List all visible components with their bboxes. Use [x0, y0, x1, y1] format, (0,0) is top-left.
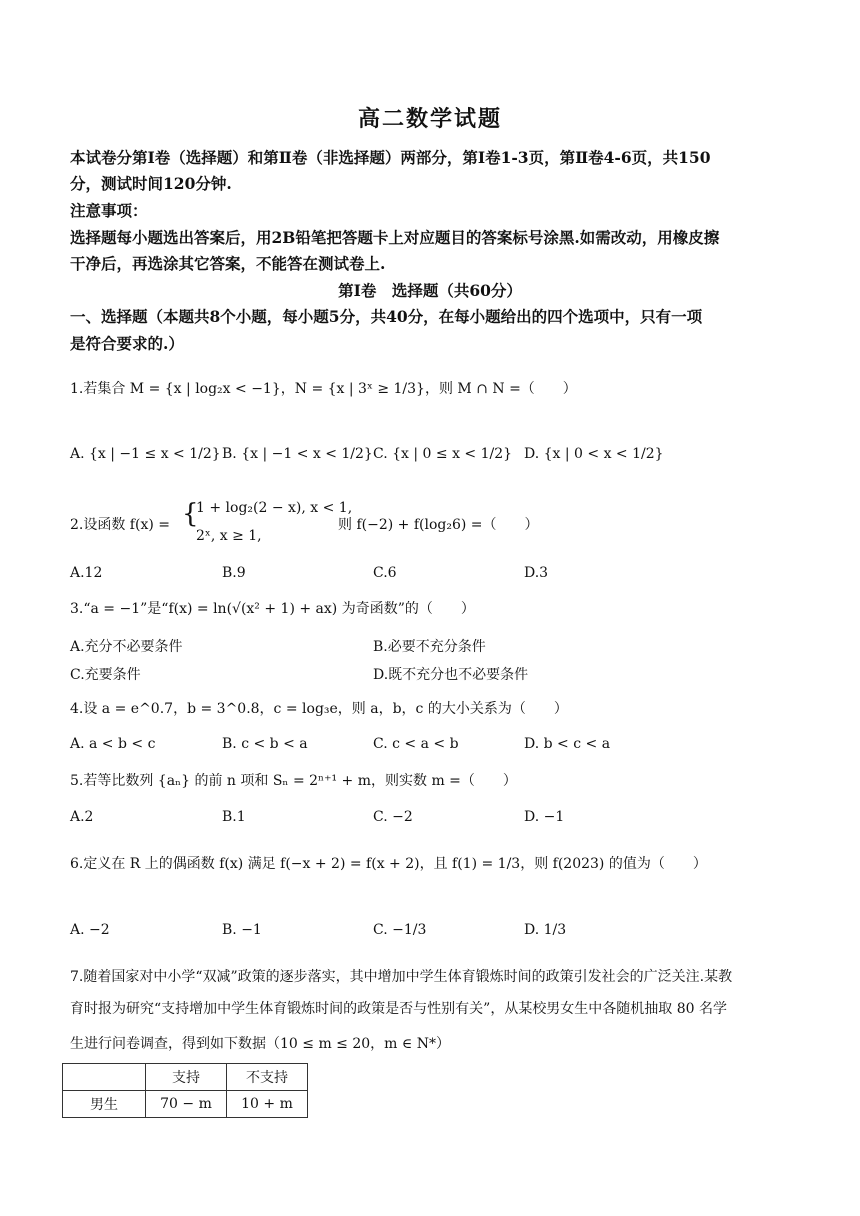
question-4-stem: 4.设 a = e^0.7，b = 3^0.8，c = log₃e，则 a，b，c 的大小关系为（ ）	[70, 701, 568, 717]
notice-line-1: 选择题每小题选出答案后，用2B铅笔把答题卡上对应题目的答案标号涂黑.如需改动，用橡皮擦	[70, 228, 720, 247]
question-6-option-b: B. −1	[222, 922, 262, 938]
question-4-option-b: B. c < b < a	[222, 736, 308, 752]
question-6-option-a: A. −2	[70, 922, 110, 938]
question-1-option-b: B. {x | −1 < x < 1/2}	[222, 446, 373, 462]
question-7-line-3: 生进行问卷调查，得到如下数据（10 ≤ m ≤ 20，m ∈ N*）	[70, 1036, 450, 1052]
question-1-option-c: C. {x | 0 ≤ x < 1/2}	[373, 446, 513, 462]
notice-heading: 注意事项：	[70, 201, 148, 220]
question-6-option-c: C. −1/3	[373, 922, 427, 938]
question-5-option-b: B.1	[222, 809, 246, 825]
notice-line-2: 干净后，再选涂其它答案，不能答在测试卷上.	[70, 254, 386, 273]
question-2-stem-b: 则 f(−2) + f(log₂6) =（ ）	[338, 517, 539, 533]
question-6-stem: 6.定义在 R 上的偶函数 f(x) 满足 f(−x + 2) = f(x + 2)，且 f(1) = 1/3，则 f(2023) 的值为（ ）	[70, 856, 707, 872]
question-5-option-c: C. −2	[373, 809, 413, 825]
question-7-line-1: 7.随着国家对中小学“双减”政策的逐步落实，其中增加中学生体育锻炼时间的政策引发社会的广泛关注.某教	[70, 969, 733, 985]
intro-line-1: 本试卷分第Ⅰ卷（选择题）和第Ⅱ卷（非选择题）两部分，第Ⅰ卷1-3页，第Ⅱ卷4-6页，共150	[70, 148, 711, 167]
section-desc-1: 一、选择题（本题共8个小题，每小题5分，共40分，在每小题给出的四个选项中，只有一项	[70, 307, 703, 326]
survey-table	[62, 1063, 308, 1118]
question-2-case-2: 2ˣ, x ≥ 1,	[196, 528, 262, 544]
question-5-option-a: A.2	[70, 809, 94, 825]
question-1-option-a: A. {x | −1 ≤ x < 1/2}	[70, 446, 221, 462]
table-header-cell	[63, 1064, 146, 1091]
table-header-row	[63, 1064, 308, 1091]
question-2-option-a: A.12	[70, 565, 103, 581]
question-3-option-a: A.充分不必要条件	[70, 639, 183, 655]
table-cell: 10 + m	[227, 1091, 308, 1118]
section-desc-2: 是符合要求的.）	[70, 334, 184, 353]
question-3-stem: 3.“a = −1”是“f(x) = ln(√(x² + 1) + ax) 为奇函数”的（ ）	[70, 601, 475, 617]
question-1-stem: 1.若集合 M = {x | log₂x < −1}，N = {x | 3ˣ ≥ 1/3}，则 M ∩ N =（ ）	[70, 381, 577, 397]
piecewise-brace: {	[182, 499, 199, 529]
section-title: 第Ⅰ卷 选择题（共60分）	[338, 281, 522, 300]
question-2-stem-a: 2.设函数 f(x) =	[70, 517, 170, 533]
question-4-option-a: A. a < b < c	[70, 736, 156, 752]
page-title: 高二数学试题	[357, 106, 502, 132]
question-5-stem: 5.若等比数列 {aₙ} 的前 n 项和 Sₙ = 2ⁿ⁺¹ + m，则实数 m =（ ）	[70, 773, 517, 789]
question-4-option-c: C. c < a < b	[373, 736, 459, 752]
question-7-line-2: 育时报为研究“支持增加中学生体育锻炼时间的政策是否与性别有关”，从某校男女生中各随机抽取 80 名学	[70, 1001, 728, 1017]
question-2-option-d: D.3	[524, 565, 549, 581]
question-2-case-1: 1 + log₂(2 − x), x < 1,	[196, 500, 353, 516]
question-3-option-c: C.充要条件	[70, 667, 141, 683]
question-1-option-d: D. {x | 0 < x < 1/2}	[524, 446, 664, 462]
question-2-option-c: C.6	[373, 565, 397, 581]
table-row	[63, 1091, 308, 1118]
question-6-option-d: D. 1/3	[524, 922, 567, 938]
question-4-option-d: D. b < c < a	[524, 736, 611, 752]
table-header-cell: 不支持	[227, 1064, 308, 1091]
question-5-option-d: D. −1	[524, 809, 565, 825]
question-2-option-b: B.9	[222, 565, 246, 581]
question-3-option-b: B.必要不充分条件	[373, 639, 486, 655]
intro-line-2: 分，测试时间120分钟.	[70, 174, 232, 193]
table-cell: 男生	[63, 1091, 146, 1118]
table-header-cell: 支持	[146, 1064, 227, 1091]
table-cell: 70 − m	[146, 1091, 227, 1118]
question-3-option-d: D.既不充分也不必要条件	[373, 667, 529, 683]
